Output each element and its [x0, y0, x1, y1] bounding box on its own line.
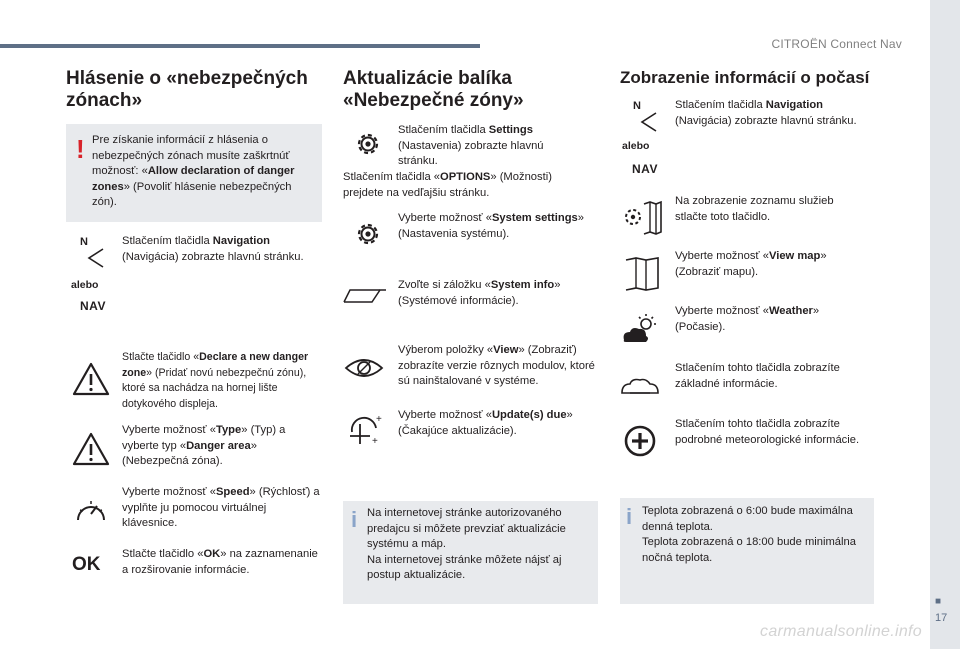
- warning-mark-icon: !: [76, 134, 85, 164]
- weather-sun-cloud-icon[interactable]: [620, 312, 660, 344]
- section-title-weather: Zobrazenie informácií o počasí: [620, 68, 870, 87]
- settings-step-text: Stlačením tlačidla Settings (Nastavenia) zobrazte hlavnú stránku.: [398, 124, 544, 167]
- map-icon[interactable]: [624, 256, 660, 290]
- speed-step-text: Vyberte možnosť «Speed» (Rýchlosť) a vyplňte ju pomocou virtuálnej klávesnice.: [122, 486, 320, 529]
- nav-button[interactable]: NAV: [80, 299, 106, 313]
- nav-step-text: Stlačením tlačidla Navigation (Navigácia) zobrazte hlavnú stránku.: [122, 235, 304, 263]
- basic-info-step-text: Stlačením tohto tlačidla zobrazíte základné informácie.: [675, 362, 840, 390]
- navigation-arrow-icon: [86, 247, 106, 269]
- brand-title: CITROËN Connect Nav: [771, 37, 902, 51]
- info-text-updates-2: Na internetovej stránke môžete nájsť aj postup aktualizácie.: [367, 553, 562, 581]
- page-number: 17: [935, 612, 948, 624]
- options-step-text: Stlačením tlačidla «OPTIONS» (Možnosti) prejdete na vedľajšiu stránku.: [343, 171, 552, 199]
- view-map-step-text: Vyberte možnosť «View map» (Zobraziť mapu).: [675, 250, 827, 278]
- north-label: N: [80, 236, 88, 248]
- type-step-text: Vyberte možnosť «Type» (Typ) a vyberte typ «Danger area» (Nebezpečná zóna).: [122, 424, 286, 467]
- danger-type-triangle-icon[interactable]: [72, 432, 110, 466]
- view-eye-icon[interactable]: [344, 356, 384, 380]
- ok-button[interactable]: OK: [72, 554, 101, 575]
- header-rule: [0, 44, 480, 48]
- info-text-weather-2: Teplota zobrazená o 18:00 bude minimálna nočná teplota.: [642, 536, 856, 564]
- svg-text:+: +: [372, 436, 378, 447]
- updates-due-icon[interactable]: [346, 414, 386, 446]
- svg-text:+: +: [376, 414, 382, 425]
- alebo-label: alebo: [71, 279, 99, 291]
- declare-step-text: Stlačte tlačidlo «Declare a new danger zone» (Pridať novú nebezpečnú zónu), ktoré sa nachádza na hornej lište dotykového displeja.: [122, 351, 309, 410]
- alebo-label: alebo: [622, 140, 650, 152]
- watermark: carmanualsonline.info: [760, 623, 922, 640]
- system-info-tab-icon[interactable]: [342, 288, 388, 304]
- weather-nav-step-text: Stlačením tlačidla Navigation (Navigácia) zobrazte hlavnú stránku.: [675, 99, 857, 127]
- info-text-weather-1: Teplota zobrazená o 6:00 bude maximálna denná teplota.: [642, 505, 853, 533]
- services-list-icon[interactable]: [622, 200, 662, 234]
- basic-info-icon[interactable]: [620, 376, 660, 396]
- view-step-text: Výberom položky «View» (Zobraziť) zobrazíte verzie rôznych modulov, ktoré sú nainštalované v systéme.: [398, 344, 595, 387]
- section-title-updates: Aktualizácie balíka «Nebezpečné zóny»: [343, 68, 524, 111]
- navigation-arrow-icon: [639, 111, 659, 133]
- settings-gear-icon[interactable]: [354, 130, 382, 158]
- nav-button[interactable]: NAV: [632, 162, 658, 176]
- warning-triangle-icon[interactable]: [72, 362, 110, 396]
- north-label: N: [633, 100, 641, 112]
- services-step-text: Na zobrazenie zoznamu služieb stlačte toto tlačidlo.: [675, 195, 834, 223]
- info-text-updates-1: Na internetovej stránke autorizovaného predajcu si môžete prevziať aktualizácie systému a máp.: [367, 507, 566, 550]
- side-tab: [930, 0, 960, 649]
- system-info-step-text: Zvoľte si záložku «System info» (Systémové informácie).: [398, 279, 561, 307]
- update-step-text: Vyberte možnosť «Update(s) due» (Čakajúce aktualizácie).: [398, 409, 573, 437]
- speedometer-icon[interactable]: [74, 496, 108, 526]
- info-i-icon: i: [626, 504, 633, 529]
- info-text-updates: [367, 506, 592, 584]
- info-text-weather: [642, 504, 870, 566]
- info-i-icon: i: [351, 507, 358, 532]
- page-marker: ■: [935, 596, 942, 607]
- warning-note: [66, 124, 322, 222]
- weather-step-text: Vyberte možnosť «Weather» (Počasie).: [675, 305, 820, 333]
- warning-text: Pre získanie informácií z hlásenia o nebezpečných zónach musíte zaškrtnúť možnosť: «Allow declaration of danger zones» (Povoliť hlásenie nebezpečných zón).: [92, 134, 295, 208]
- system-settings-step-text: Vyberte možnosť «System settings» (Nastavenia systému).: [398, 212, 584, 240]
- system-settings-gear-icon[interactable]: [354, 220, 382, 248]
- ok-step-text: Stlačte tlačidlo «OK» na zaznamenanie a rozširovanie informácie.: [122, 548, 318, 576]
- section-title-danger-zones: Hlásenie o «nebezpečných zónach»: [66, 68, 308, 111]
- info-note-weather: [620, 498, 874, 604]
- detail-info-plus-icon[interactable]: [624, 425, 656, 457]
- detail-info-step-text: Stlačením tohto tlačidla zobrazíte podrobné meteorologické informácie.: [675, 418, 860, 446]
- info-note-updates: [343, 501, 598, 604]
